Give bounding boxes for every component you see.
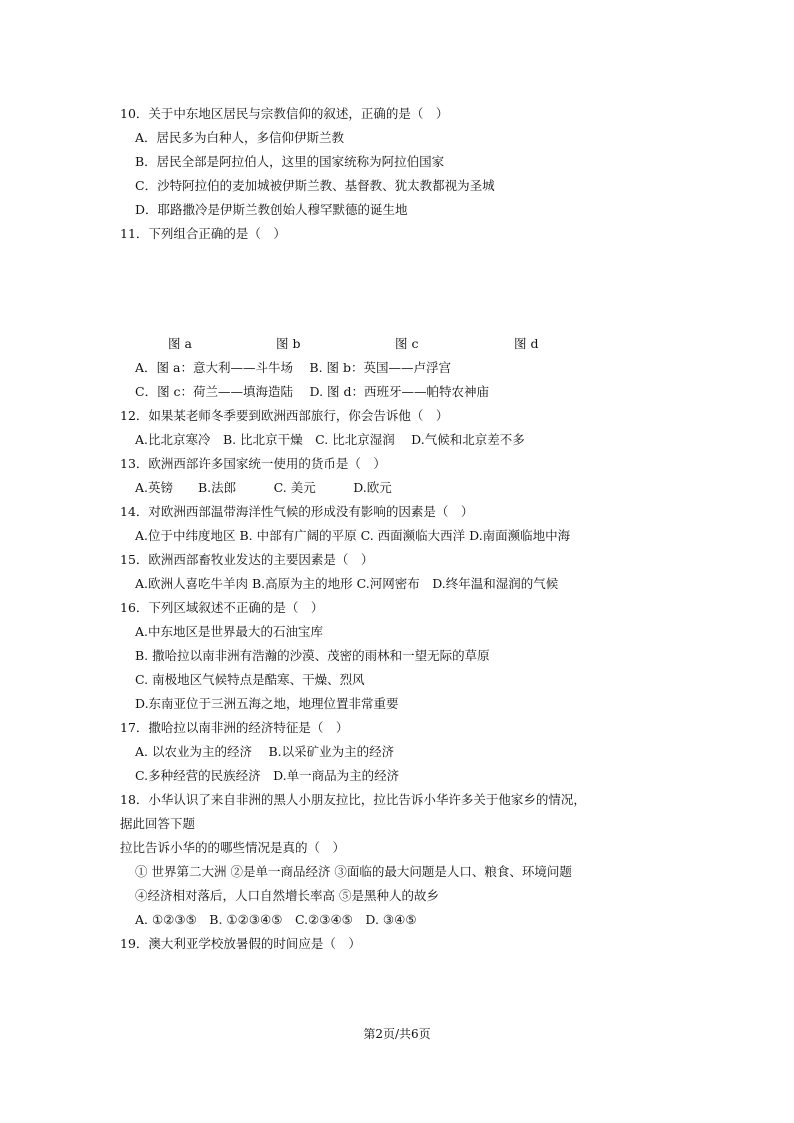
figure-label-d: 图 d — [514, 336, 539, 351]
question-17-options-cd: C.多种经营的民族经济 D.单一商品为主的经济 — [135, 768, 400, 783]
question-12-options: A.比北京寒冷 B. 比北京干燥 C. 比北京湿润 D.气候和北京差不多 — [135, 432, 525, 447]
question-18-statements-1: ① 世界第二大洲 ②是单一商品经济 ③面临的最大问题是人口、粮食、环境问题 — [135, 864, 572, 879]
question-14-options: A.位于中纬度地区 B. 中部有广阔的平原 C. 西面濒临大西洋 D.南面濒临地中海 — [135, 528, 571, 543]
question-14-stem: 14．对欧洲西部温带海洋性气候的形成没有影响的因素是（ ） — [120, 504, 474, 519]
question-11-options-ab: A．图 a：意大利——斗牛场 B. 图 b：英国——卢浮宫 — [135, 360, 452, 375]
question-10-option-a: A．居民多为白种人，多信仰伊斯兰教 — [135, 130, 345, 145]
question-16-option-d: D.东南亚位于三洲五海之地，地理位置非常重要 — [135, 696, 399, 711]
figure-label-c: 图 c — [395, 336, 419, 351]
question-18-sub-stem: 拉比告诉小华的的哪些情况是真的（ ） — [120, 840, 346, 855]
figure-label-a: 图 a — [168, 336, 192, 351]
question-12-stem: 12．如果某老师冬季要到欧洲西部旅行，你会告诉他（ ） — [120, 408, 449, 423]
question-16-option-c: C. 南极地区气候特点是酷寒、干燥、烈风 — [135, 672, 365, 687]
figure-label-b: 图 b — [276, 336, 301, 351]
question-17-options-ab: A. 以农业为主的经济 B.以采矿业为主的经济 — [135, 744, 395, 759]
question-18-options: A. ①②③⑤ B. ①②③④⑤ C.②③④⑤ D. ③④⑤ — [135, 912, 417, 927]
question-18-stem-cont: 据此回答下题 — [120, 816, 196, 831]
question-13-stem: 13．欧洲西部许多国家统一使用的货币是（ ） — [120, 456, 386, 471]
question-16-stem: 16．下列区域叙述不正确的是（ ） — [120, 600, 324, 615]
page-footer: 第2页/共6页 — [363, 1027, 431, 1041]
question-11-options-cd: C．图 c：荷兰——填海造陆 D. 图 d：西班牙——帕特农神庙 — [135, 384, 490, 399]
question-16-option-a: A.中东地区是世界最大的石油宝库 — [135, 624, 324, 639]
question-15-stem: 15．欧洲西部畜牧业发达的主要因素是（ ） — [120, 552, 374, 567]
question-13-options: A.英镑 B.法郎 C. 美元 D.欧元 — [135, 480, 392, 495]
question-15-options: A.欧洲人喜吃牛羊肉 B.高原为主的地形 C.河网密布 D.终年温和湿润的气候 — [135, 576, 559, 591]
question-16-option-b: B. 撒哈拉以南非洲有浩瀚的沙漠、茂密的雨林和一望无际的草原 — [135, 648, 490, 663]
question-17-stem: 17．撒哈拉以南非洲的经济特征是（ ） — [120, 720, 349, 735]
question-10-option-b: B．居民全部是阿拉伯人，这里的国家统称为阿拉伯国家 — [135, 154, 445, 169]
question-10-stem: 10．关于中东地区居民与宗教信仰的叙述，正确的是（ ） — [120, 106, 449, 121]
question-10-option-d: D．耶路撒冷是伊斯兰教创始人穆罕默德的诞生地 — [135, 202, 408, 217]
question-18-statements-2: ④经济相对落后，人口自然增长率高 ⑤是黑种人的故乡 — [135, 888, 439, 903]
question-19-stem: 19．澳大利亚学校放暑假的时间应是（ ） — [120, 936, 361, 951]
question-10-option-c: C．沙特阿拉伯的麦加城被伊斯兰教、基督教、犹太教都视为圣城 — [135, 178, 495, 193]
question-11-stem: 11．下列组合正确的是（ ） — [120, 226, 286, 241]
question-18-stem: 18．小华认识了来自非洲的黑人小朋友拉比，拉比告诉小华许多关于他家乡的情况， — [120, 792, 586, 807]
